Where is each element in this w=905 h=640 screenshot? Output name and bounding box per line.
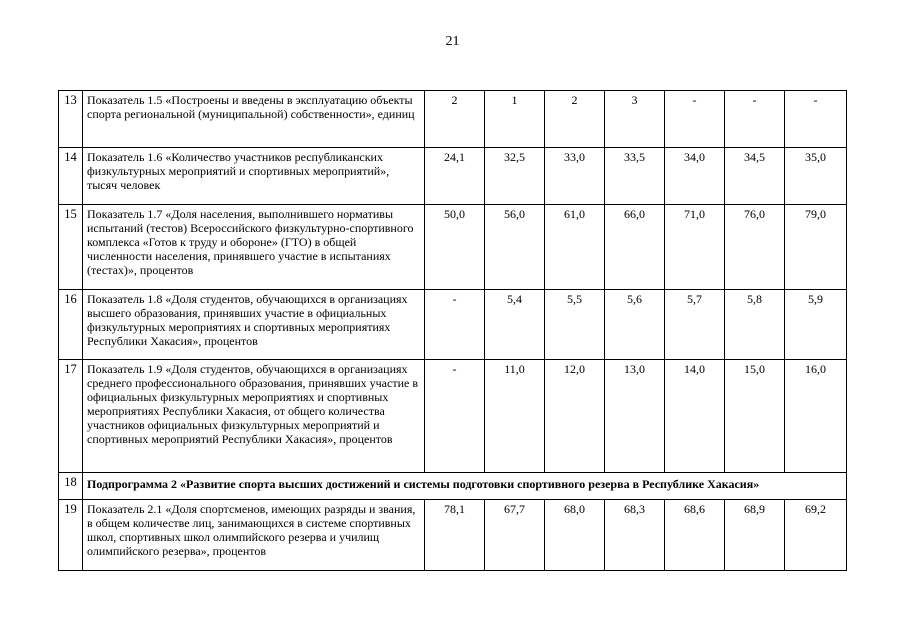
value-cell: - xyxy=(785,91,847,148)
row-number: 16 xyxy=(59,290,83,360)
subprogram-row xyxy=(59,473,847,500)
table-row xyxy=(59,148,847,205)
page-number: 21 xyxy=(445,34,460,49)
value-cell: 68,3 xyxy=(605,500,665,571)
value-cell: 33,5 xyxy=(605,148,665,205)
value-cell: 79,0 xyxy=(785,205,847,290)
indicator-text: Показатель 1.6 «Количество участников республиканских физкультурных мероприятий и спортивных мероприятий», тысяч человек xyxy=(83,148,425,205)
table-row xyxy=(59,360,847,473)
value-cell: 15,0 xyxy=(725,360,785,473)
value-cell: - xyxy=(725,91,785,148)
value-cell: 35,0 xyxy=(785,148,847,205)
table-row xyxy=(59,500,847,571)
indicator-text: Показатель 1.9 «Доля студентов, обучающихся в организациях среднего профессионального образования, принявших участие в официальных физкультурных мероприятиях и спортивных мероприятиях Республики Хакасия, от общего количества участников официальных физкультурных мероприятий и спортивных мероприятий Республики Хакасия», процентов xyxy=(83,360,425,473)
value-cell: - xyxy=(425,360,485,473)
value-cell: 71,0 xyxy=(665,205,725,290)
value-cell: 2 xyxy=(545,91,605,148)
value-cell: 78,1 xyxy=(425,500,485,571)
value-cell: 5,8 xyxy=(725,290,785,360)
table-row xyxy=(59,205,847,290)
value-cell: 5,6 xyxy=(605,290,665,360)
indicators-table xyxy=(58,90,847,571)
row-number: 14 xyxy=(59,148,83,205)
subprogram-title: Подпрограмма 2 «Развитие спорта высших достижений и системы подготовки спортивного резерва в Республике Хакасия» xyxy=(83,473,847,500)
indicator-text: Показатель 1.8 «Доля студентов, обучающихся в организациях высшего образования, принявших участие в официальных физкультурных мероприятиях и спортивных мероприятиях Республики Хакасия», процентов xyxy=(83,290,425,360)
table-row xyxy=(59,91,847,148)
value-cell: 24,1 xyxy=(425,148,485,205)
value-cell: 5,4 xyxy=(485,290,545,360)
indicator-text: Показатель 1.5 «Построены и введены в эксплуатацию объекты спорта региональной (муниципальной) собственности», единиц xyxy=(83,91,425,148)
value-cell: 76,0 xyxy=(725,205,785,290)
value-cell: 56,0 xyxy=(485,205,545,290)
value-cell: 5,9 xyxy=(785,290,847,360)
value-cell: 34,0 xyxy=(665,148,725,205)
value-cell: 69,2 xyxy=(785,500,847,571)
value-cell: 61,0 xyxy=(545,205,605,290)
value-cell: 68,0 xyxy=(545,500,605,571)
value-cell: 67,7 xyxy=(485,500,545,571)
value-cell: 68,6 xyxy=(665,500,725,571)
row-number: 19 xyxy=(59,500,83,571)
value-cell: 5,7 xyxy=(665,290,725,360)
value-cell: - xyxy=(665,91,725,148)
value-cell: 5,5 xyxy=(545,290,605,360)
table-row xyxy=(59,290,847,360)
value-cell: 34,5 xyxy=(725,148,785,205)
value-cell: 66,0 xyxy=(605,205,665,290)
row-number: 18 xyxy=(59,473,83,500)
indicator-text: Показатель 2.1 «Доля спортсменов, имеющих разряды и звания, в общем количестве лиц, занимающихся в системе спортивных школ, спортивных школ олимпийского резерва и училищ олимпийского резерва», процентов xyxy=(83,500,425,571)
value-cell: 14,0 xyxy=(665,360,725,473)
value-cell: 1 xyxy=(485,91,545,148)
row-number: 15 xyxy=(59,205,83,290)
value-cell: 11,0 xyxy=(485,360,545,473)
value-cell: 50,0 xyxy=(425,205,485,290)
value-cell: 32,5 xyxy=(485,148,545,205)
value-cell: 33,0 xyxy=(545,148,605,205)
value-cell: - xyxy=(425,290,485,360)
row-number: 13 xyxy=(59,91,83,148)
value-cell: 3 xyxy=(605,91,665,148)
value-cell: 12,0 xyxy=(545,360,605,473)
row-number: 17 xyxy=(59,360,83,473)
value-cell: 16,0 xyxy=(785,360,847,473)
value-cell: 2 xyxy=(425,91,485,148)
indicator-text: Показатель 1.7 «Доля населения, выполнившего нормативы испытаний (тестов) Всероссийского физкультурно-спортивного комплекса «Готов к труду и обороне» (ГТО) в общей численности населения, принявшего участие в испытаниях (тестах)», процентов xyxy=(83,205,425,290)
value-cell: 68,9 xyxy=(725,500,785,571)
value-cell: 13,0 xyxy=(605,360,665,473)
